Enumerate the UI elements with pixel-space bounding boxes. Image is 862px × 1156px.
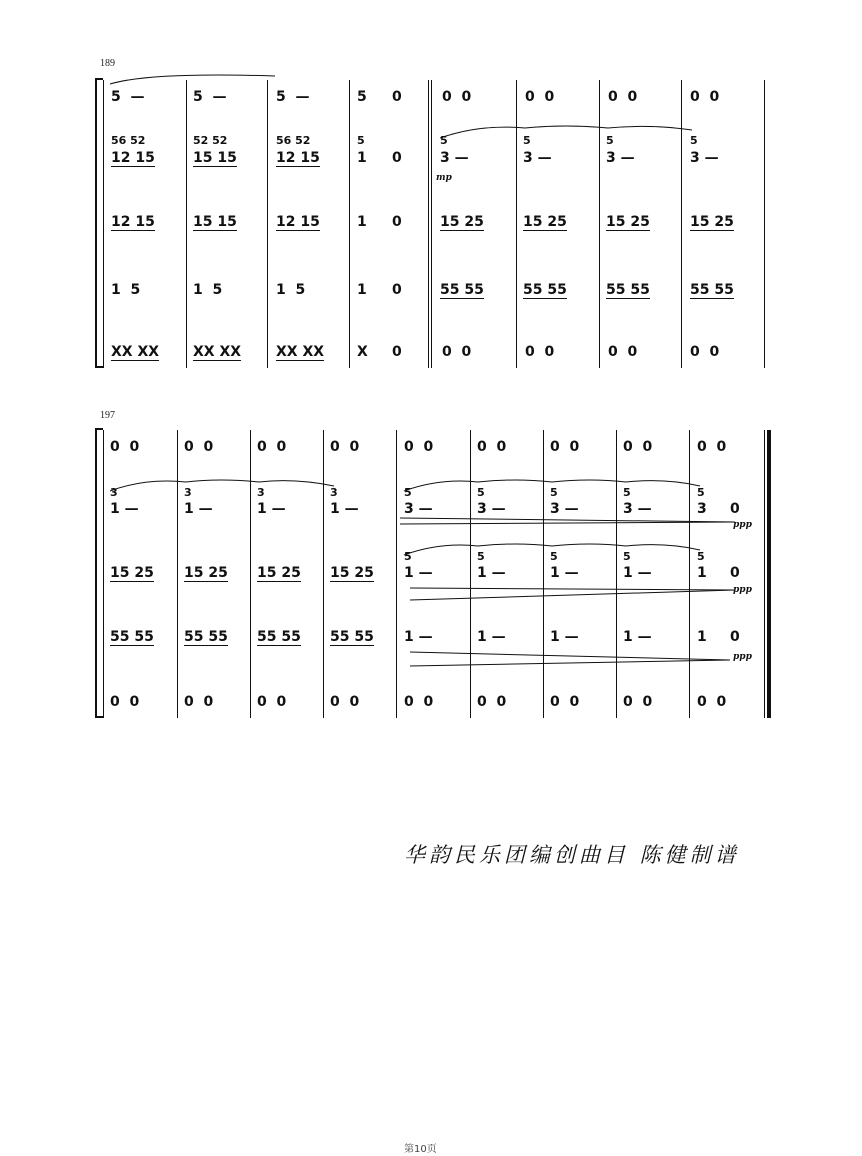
note-cell: 0 0 [608, 89, 638, 105]
note-cell: 1 — [404, 565, 433, 581]
note-cell: 1 — [110, 501, 139, 517]
dynamic-marking: mp [436, 173, 452, 183]
bracket-top [95, 428, 103, 430]
note-cell: 0 0 [184, 694, 214, 710]
note-cell: XX XX [111, 344, 160, 360]
note-cell: 0 0 [525, 344, 555, 360]
note-cell: 1 — [404, 629, 433, 645]
barline [177, 430, 178, 718]
tie-slur [110, 480, 334, 491]
note-cell: 1 [697, 629, 707, 645]
note-cell: 0 0 [697, 439, 727, 455]
upper-note: 5 [623, 486, 631, 499]
note-cell: 0 0 [257, 694, 287, 710]
upper-note: 5 [697, 486, 705, 499]
note-cell: 1 — [184, 501, 213, 517]
note-cell: 1 — [550, 629, 579, 645]
upper-note: 5 [623, 550, 631, 563]
note-cell: 0 0 [330, 694, 360, 710]
barline [681, 80, 682, 368]
note-cell: 1 — [330, 501, 359, 517]
note-cell: 0 0 [608, 344, 638, 360]
measure-number: 189 [100, 58, 115, 69]
note-cell: 5 [357, 89, 367, 105]
note-cell: 0 [392, 214, 402, 230]
note-cell: 0 0 [110, 694, 140, 710]
note-cell: 15 25 [690, 214, 734, 230]
upper-note: 5 [523, 134, 531, 147]
upper-note: 5 [404, 486, 412, 499]
barline [689, 430, 690, 718]
note-cell: 15 15 [193, 150, 237, 166]
bracket-top [95, 78, 103, 80]
note-cell: 0 0 [550, 439, 580, 455]
dynamic-marking: ppp [733, 520, 752, 530]
note-cell: 12 15 [111, 214, 155, 230]
upper-note: 56 52 [111, 134, 146, 147]
barline [516, 80, 517, 368]
note-cell: 15 25 [257, 565, 301, 581]
note-cell: 1 — [477, 629, 506, 645]
upper-note: 5 [550, 550, 558, 563]
upper-note: 5 [690, 134, 698, 147]
note-cell: 0 0 [690, 89, 720, 105]
note-cell: 0 0 [697, 694, 727, 710]
barline [616, 430, 617, 718]
note-cell: 3 — [404, 501, 433, 517]
upper-note: 5 [440, 134, 448, 147]
note-cell: 1 [357, 282, 367, 298]
measure-number: 197 [100, 410, 115, 421]
page-number: 第10页 [404, 1144, 437, 1155]
upper-note: 52 52 [193, 134, 228, 147]
upper-note: 5 [550, 486, 558, 499]
upper-note: 3 [257, 486, 265, 499]
note-cell: 3 — [440, 150, 469, 166]
note-cell: 0 [730, 629, 740, 645]
note-cell: XX XX [193, 344, 242, 360]
note-cell: 55 55 [330, 629, 374, 645]
note-cell: 1 5 [111, 282, 141, 298]
note-cell: 0 0 [525, 89, 555, 105]
note-cell: 15 25 [330, 565, 374, 581]
note-cell: 3 — [606, 150, 635, 166]
note-cell: 0 [392, 150, 402, 166]
bracket-bottom [95, 366, 103, 368]
note-cell: 0 [730, 501, 740, 517]
note-cell: 0 0 [330, 439, 360, 455]
note-cell: 5 — [276, 89, 310, 105]
note-cell: 15 25 [110, 565, 154, 581]
note-cell: 1 [357, 150, 367, 166]
note-cell: 0 0 [690, 344, 720, 360]
note-cell: 5 — [111, 89, 145, 105]
upper-note: 5 [404, 550, 412, 563]
note-cell: 15 25 [440, 214, 484, 230]
upper-note: 5 [606, 134, 614, 147]
tie-slur [110, 75, 275, 84]
note-cell: 12 15 [111, 150, 155, 166]
note-cell: 15 25 [523, 214, 567, 230]
barline [250, 430, 251, 718]
upper-note: 3 [110, 486, 118, 499]
barline [599, 80, 600, 368]
barline [431, 80, 432, 368]
barline [470, 430, 471, 718]
note-cell: 1 — [623, 565, 652, 581]
hairpin [400, 522, 735, 524]
bracket-bottom [95, 716, 103, 718]
note-cell: 55 55 [184, 629, 228, 645]
final-barline-thin [764, 430, 765, 718]
note-cell: 55 55 [606, 282, 650, 298]
barline [396, 430, 397, 718]
system-start-barline [103, 80, 104, 368]
note-cell: 3 — [523, 150, 552, 166]
note-cell: 1 — [550, 565, 579, 581]
note-cell: 55 55 [110, 629, 154, 645]
note-cell: 1 — [257, 501, 286, 517]
barline [428, 80, 429, 368]
system-bracket [95, 78, 97, 368]
barline [323, 430, 324, 718]
note-cell: 1 5 [276, 282, 306, 298]
note-cell: 1 [697, 565, 707, 581]
note-cell: 0 0 [477, 439, 507, 455]
final-barline-thick [767, 430, 771, 718]
note-cell: 0 [392, 89, 402, 105]
barline [267, 80, 268, 368]
upper-note: 3 [330, 486, 338, 499]
upper-note: 56 52 [276, 134, 311, 147]
upper-note: 3 [184, 486, 192, 499]
upper-note: 5 [477, 550, 485, 563]
note-cell: 1 5 [193, 282, 223, 298]
note-cell: 0 0 [442, 344, 472, 360]
dynamic-marking: ppp [733, 585, 752, 595]
arranger-signature: 华韵民乐团编创曲目 陈健制谱 [404, 843, 740, 867]
hairpin [400, 518, 735, 522]
note-cell: 12 15 [276, 214, 320, 230]
barline [349, 80, 350, 368]
barline [543, 430, 544, 718]
hairpin [410, 590, 735, 600]
upper-note: 5 [357, 134, 365, 147]
note-cell: 3 — [550, 501, 579, 517]
note-cell: 12 15 [276, 150, 320, 166]
note-cell: 0 0 [110, 439, 140, 455]
barline [186, 80, 187, 368]
note-cell: 3 [697, 501, 707, 517]
note-cell: X [357, 344, 368, 360]
note-cell: 0 0 [184, 439, 214, 455]
note-cell: 3 — [690, 150, 719, 166]
upper-note: 5 [477, 486, 485, 499]
note-cell: 55 55 [440, 282, 484, 298]
system-start-barline [103, 430, 104, 718]
barline [764, 80, 765, 368]
hairpin [410, 588, 735, 590]
note-cell: XX XX [276, 344, 325, 360]
note-cell: 0 0 [442, 89, 472, 105]
note-cell: 55 55 [523, 282, 567, 298]
note-cell: 0 0 [550, 694, 580, 710]
note-cell: 0 [392, 344, 402, 360]
note-cell: 0 0 [623, 694, 653, 710]
note-cell: 15 15 [193, 214, 237, 230]
note-cell: 3 — [623, 501, 652, 517]
hairpin [410, 652, 730, 660]
note-cell: 15 25 [184, 565, 228, 581]
note-cell: 0 [392, 282, 402, 298]
note-cell: 5 — [193, 89, 227, 105]
upper-note: 5 [697, 550, 705, 563]
note-cell: 55 55 [690, 282, 734, 298]
note-cell: 0 0 [404, 694, 434, 710]
dynamic-marking: ppp [733, 652, 752, 662]
note-cell: 1 — [623, 629, 652, 645]
note-cell: 15 25 [606, 214, 650, 230]
note-cell: 1 [357, 214, 367, 230]
note-cell: 0 [730, 565, 740, 581]
note-cell: 55 55 [257, 629, 301, 645]
note-cell: 0 0 [623, 439, 653, 455]
note-cell: 3 — [477, 501, 506, 517]
note-cell: 0 0 [477, 694, 507, 710]
system-bracket [95, 428, 97, 718]
note-cell: 1 — [477, 565, 506, 581]
hairpin [410, 660, 730, 666]
note-cell: 0 0 [404, 439, 434, 455]
note-cell: 0 0 [257, 439, 287, 455]
tie-slur [440, 126, 692, 138]
